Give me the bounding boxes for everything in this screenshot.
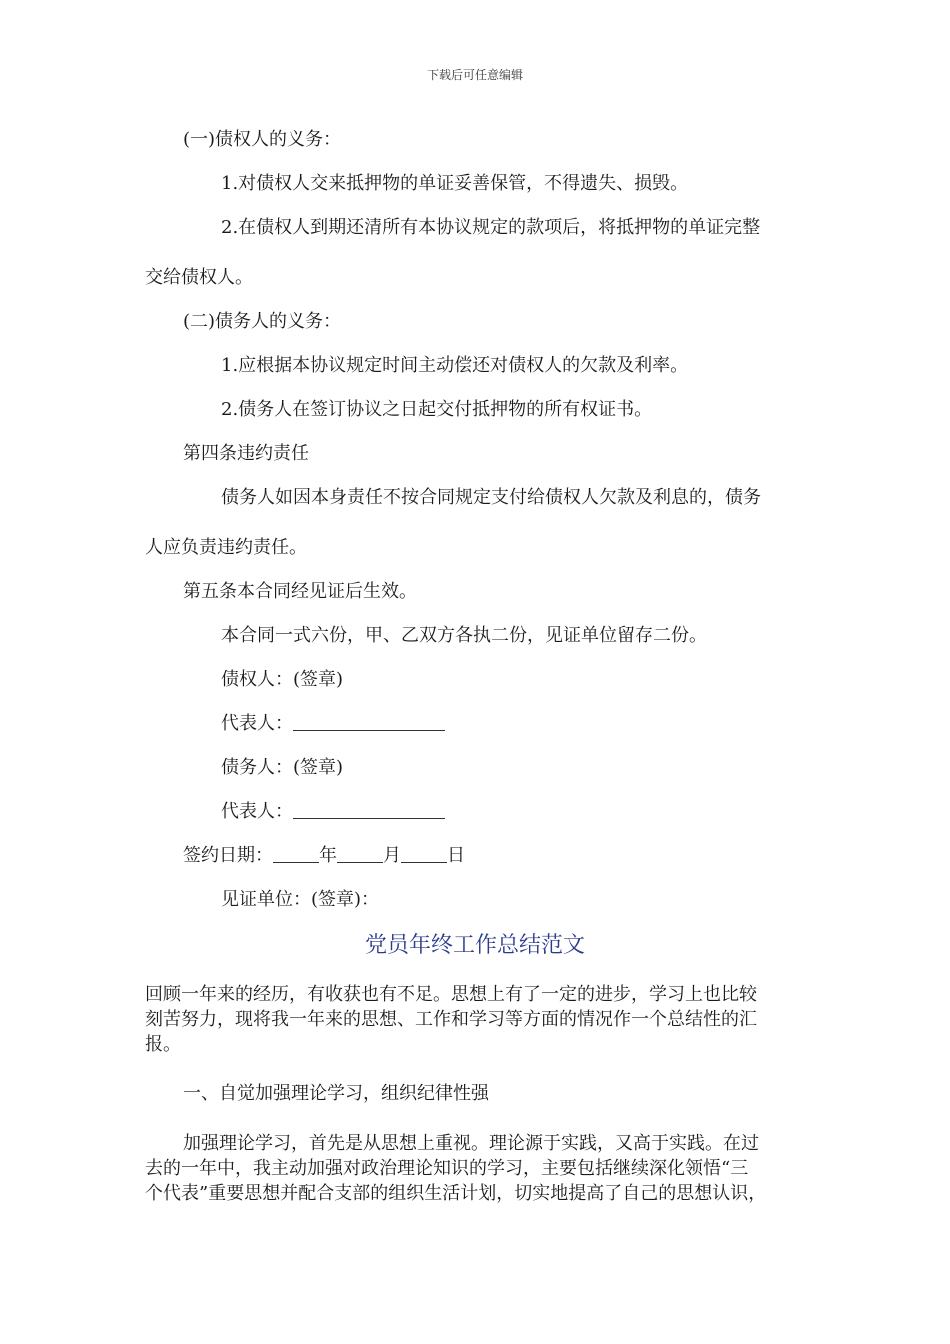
- creditor-duty-2-cont: 交给债权人。: [145, 267, 253, 288]
- signature-blank: [293, 800, 445, 819]
- witness-unit: 见证单位：(签章)：: [221, 889, 380, 910]
- article-4-heading: 第四条违约责任: [183, 443, 309, 464]
- intro-line-3: 报。: [145, 1034, 181, 1055]
- section-1-line-3: 个代表”重要思想并配合支部的组织生活计划，切实地提高了自己的思想认识，: [145, 1183, 767, 1204]
- section-1-heading: 一、自觉加强理论学习，组织纪律性强: [183, 1083, 489, 1104]
- day-blank: [401, 844, 447, 863]
- signing-date: [183, 844, 465, 868]
- month-blank: [337, 844, 383, 863]
- representative-label: 代表人：: [221, 801, 293, 822]
- article-4-text: 债务人如因本身责任不按合同规定支付给债权人欠款及利息的，债务: [221, 487, 761, 508]
- month-label: 月: [383, 845, 401, 866]
- creditor-duties-heading: (一)债权人的义务：: [183, 129, 342, 150]
- creditor-representative: [221, 712, 445, 736]
- debtor-duty-1: 1.应根据本协议规定时间主动偿还对债权人的欠款及利率。: [221, 355, 689, 376]
- page-header: 下载后可任意编辑: [426, 68, 523, 82]
- creditor-duty-2: 2.在债权人到期还清所有本协议规定的款项后，将抵押物的单证完整: [221, 217, 761, 238]
- debtor-signature: 债务人：(签章): [221, 757, 344, 778]
- year-blank: [273, 844, 319, 863]
- debtor-duties-heading: (二)债务人的义务：: [183, 311, 342, 332]
- article-5-heading: 第五条本合同经见证后生效。: [183, 581, 417, 602]
- copies-text: 本合同一式六份，甲、乙双方各执二份，见证单位留存二份。: [221, 625, 707, 646]
- intro-line-2: 刻苦努力，现将我一年来的思想、工作和学习等方面的情况作一个总结性的汇: [145, 1009, 757, 1030]
- creditor-duty-1: 1.对债权人交来抵押物的单证妥善保管，不得遗失、损毁。: [221, 173, 689, 194]
- signing-date-label: 签约日期：: [183, 845, 273, 866]
- signature-blank: [293, 712, 445, 731]
- article-4-text-cont: 人应负责违约责任。: [145, 537, 307, 558]
- intro-line-1: 回顾一年来的经历，有收获也有不足。思想上有了一定的进步，学习上也比较: [145, 984, 757, 1005]
- article-title: 党员年终工作总结范文: [364, 933, 585, 958]
- representative-label: 代表人：: [221, 713, 293, 734]
- day-label: 日: [447, 845, 465, 866]
- creditor-signature: 债权人：(签章): [221, 669, 344, 690]
- section-1-line-2: 去的一年中，我主动加强对政治理论知识的学习，主要包括继续深化领悟“三: [145, 1158, 749, 1179]
- debtor-representative: [221, 800, 445, 824]
- section-1-line-1: 加强理论学习，首先是从思想上重视。理论源于实践，又高于实践。在过: [183, 1133, 759, 1154]
- year-label: 年: [319, 845, 337, 866]
- debtor-duty-2: 2.债务人在签订协议之日起交付抵押物的所有权证书。: [221, 399, 653, 420]
